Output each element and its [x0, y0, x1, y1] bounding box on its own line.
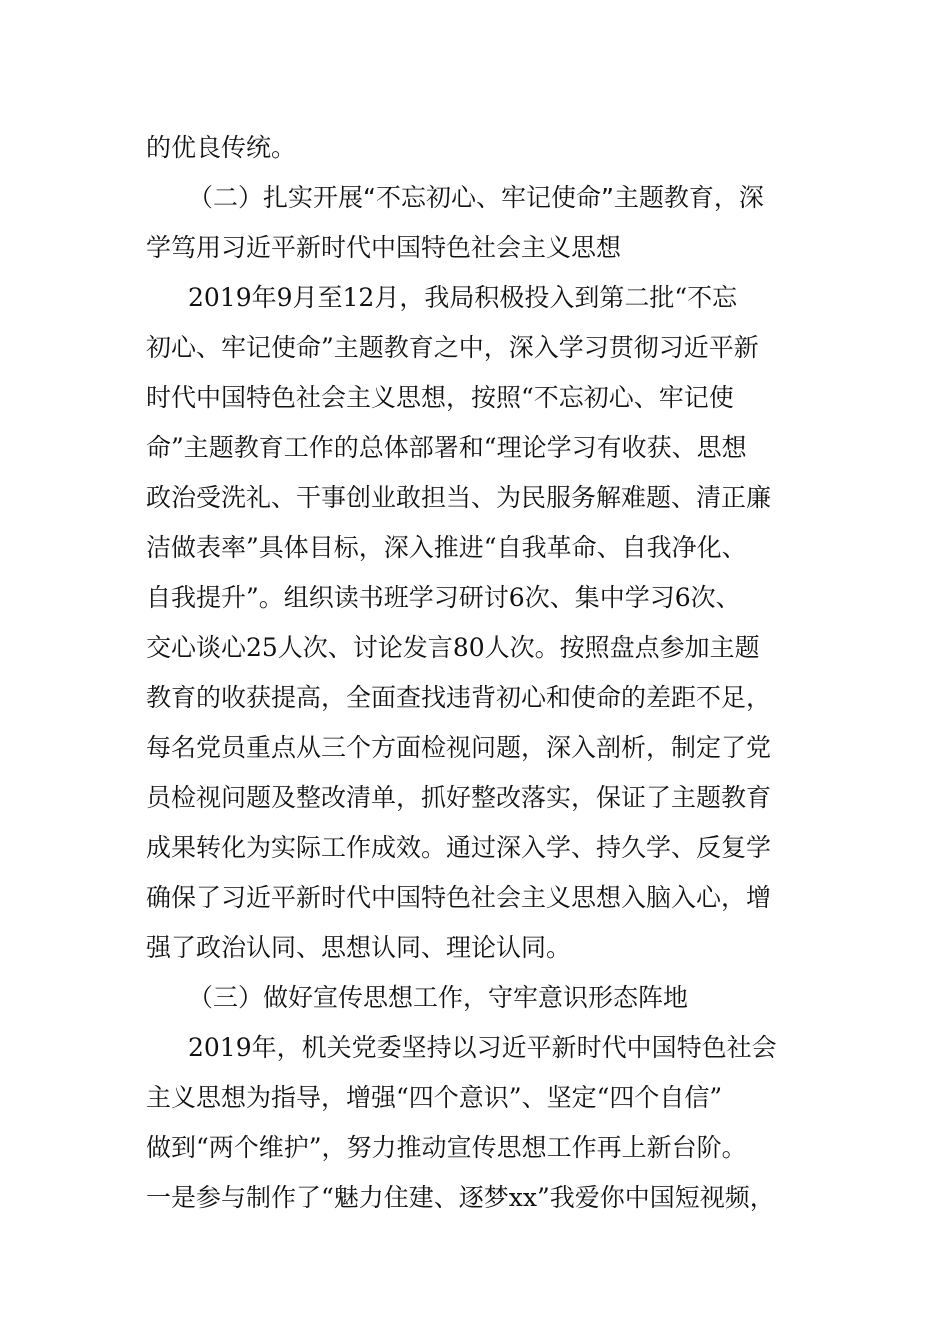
- paragraph-line: 2019年9月至12月，我局积极投入到第二批“不忘: [188, 283, 738, 312]
- paragraph-line: 的优良传统。: [146, 133, 297, 162]
- paragraph-line: 一是参与制作了“魅力住建、逐梦xx”我爱你中国短视频，: [146, 1183, 775, 1212]
- paragraph-line: 初心、牢记使命”主题教育之中，深入学习贯彻习近平新: [146, 333, 759, 362]
- paragraph-line: 主义思想为指导，增强“四个意识”、坚定“四个自信”: [146, 1083, 723, 1112]
- section-heading-3: （三）做好宣传思想工作，守牢意识形态阵地: [188, 983, 689, 1012]
- paragraph-line: 员检视问题及整改清单，抓好整改落实，保证了主题教育: [146, 783, 772, 812]
- paragraph-line: 每名党员重点从三个方面检视问题，深入剖析，制定了党: [146, 733, 772, 762]
- paragraph-line: 时代中国特色社会主义思想，按照“不忘初心、牢记使: [146, 383, 734, 412]
- paragraph-line: 确保了习近平新时代中国特色社会主义思想入脑入心，增: [146, 883, 772, 912]
- paragraph-line: 做到“两个维护”，努力推动宣传思想工作再上新台阶。: [146, 1133, 747, 1162]
- paragraph-line: 自我提升”。组织读书班学习研讨6次、集中学习6次、: [146, 583, 741, 612]
- paragraph-line: 成果转化为实际工作成效。通过深入学、持久学、反复学: [146, 833, 772, 862]
- section-heading-2: （二）扎实开展“不忘初心、牢记使命”主题教育，深: [188, 183, 764, 212]
- paragraph-line: 教育的收获提高，全面查找违背初心和使命的差距不足，: [146, 683, 772, 712]
- paragraph-line: 交心谈心25人次、讨论发言80人次。按照盘点参加主题: [146, 633, 760, 662]
- paragraph-line: 2019年，机关党委坚持以习近平新时代中国特色社会: [188, 1033, 777, 1062]
- paragraph-line: 命”主题教育工作的总体部署和“理论学习有收获、思想: [146, 433, 747, 462]
- section-heading-2-cont: 学笃用习近平新时代中国特色社会主义思想: [146, 233, 622, 262]
- paragraph-line: 政治受洗礼、干事创业敢担当、为民服务解难题、清正廉: [146, 483, 772, 512]
- paragraph-line: 洁做表率”具体目标，深入推进“自我革命、自我净化、: [146, 533, 747, 562]
- paragraph-line: 强了政治认同、思想认同、理论认同。: [146, 933, 572, 962]
